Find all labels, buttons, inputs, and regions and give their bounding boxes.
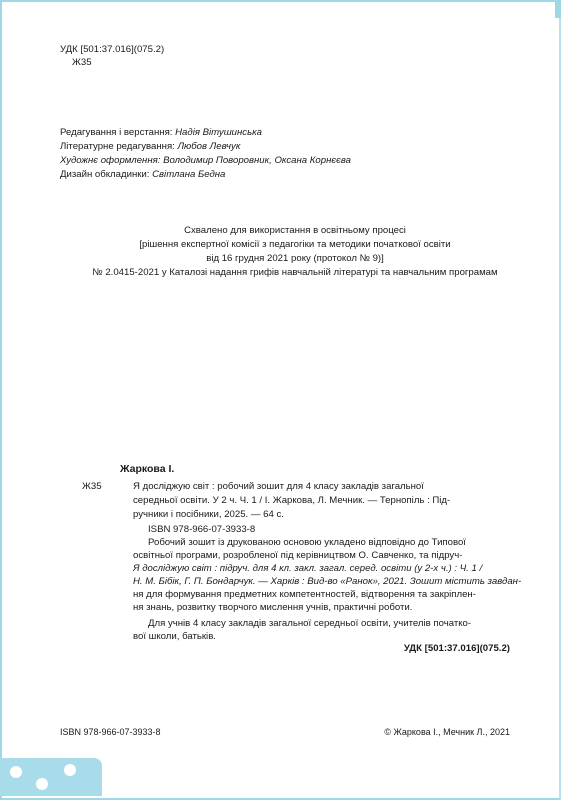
bib-isbn: ISBN 978-966-07-3933-8 xyxy=(148,524,256,535)
credit-value: Любов Левчук xyxy=(177,141,241,152)
desc-line-1: Робочий зошит із друкованою основою укладено відповідно до Типової xyxy=(148,537,466,548)
approval-line-2: [рішення експертної комісії з педагогіки та методики початкової освіти xyxy=(139,239,451,250)
footer-copyright: © Жаркова І., Мечник Л., 2021 xyxy=(384,727,510,737)
catalog-code: Ж35 xyxy=(72,57,92,68)
tab-notch xyxy=(10,766,22,778)
bib-code: Ж35 xyxy=(82,481,102,492)
credit-value: Володимир Поворовник, Оксана Корнєєва xyxy=(163,155,352,166)
credit-label: Художнє оформлення: xyxy=(60,155,164,166)
audience-line-1: Для учнів 4 класу закладів загальної середньої освіти, учителів початко- xyxy=(148,618,472,629)
desc-line-3: Я досліджую світ : підруч. для 4 кл. закл. загал. серед. освіти (у 2-х ч.) : Ч. 1 / xyxy=(133,563,483,574)
udk-header: УДК [501:37.016](075.2) xyxy=(60,44,165,55)
desc-line-5: ня для формування предметних компетентностей, відтворення та закріплен- xyxy=(133,589,476,600)
credit-editing xyxy=(60,126,262,139)
decorative-tab xyxy=(0,758,102,796)
tab-notch xyxy=(36,778,48,790)
bib-udk-bold: УДК [501:37.016](075.2) xyxy=(403,643,510,654)
desc-line-4: Н. М. Бібік, Г. П. Бондарчук. — Харків : Вид-во «Ранок», 2021. Зошит містить завдан- xyxy=(133,576,522,587)
bib-title-line-3: ручники і посібники, 2025. — 64 с. xyxy=(133,509,284,520)
credit-label: Дизайн обкладинки: xyxy=(60,169,153,180)
tab-notch xyxy=(64,764,76,776)
credit-label: Літературне редагування: xyxy=(60,141,178,152)
credit-value: Світлана Бедна xyxy=(152,169,226,180)
corner-marker xyxy=(555,0,561,18)
approval-line-1: Схвалено для використання в освітньому процесі xyxy=(184,225,406,236)
credit-art xyxy=(60,154,351,167)
bib-title-line-1: Я досліджую світ : робочий зошит для 4 класу закладів загальної xyxy=(133,481,424,492)
audience-line-2: вої школи, батьків. xyxy=(133,631,216,642)
credit-value: Надія Вітушинська xyxy=(175,127,263,138)
approval-line-3: від 16 грудня 2021 року (протокол № 9)] xyxy=(206,253,384,264)
desc-line-6: ня знань, розвитку творчого мислення учнів, практичні роботи. xyxy=(133,602,413,613)
credit-label: Редагування і верстання: xyxy=(60,127,176,138)
bib-title-line-2: середньої освіти. У 2 ч. Ч. 1 / І. Жаркова, Л. Мечник. — Тернопіль : Під- xyxy=(133,495,451,506)
footer-isbn: ISBN 978-966-07-3933-8 xyxy=(60,727,161,737)
credit-literary xyxy=(60,140,240,153)
desc-line-2: освітньої програми, розробленої під керівництвом О. Савченко, та підруч- xyxy=(133,550,463,561)
credit-cover xyxy=(60,168,225,181)
bib-author: Жаркова І. xyxy=(120,463,175,475)
approval-line-4: № 2.0415-2021 у Каталозі надання грифів навчальній літературі та навчальним програмам xyxy=(92,267,498,278)
